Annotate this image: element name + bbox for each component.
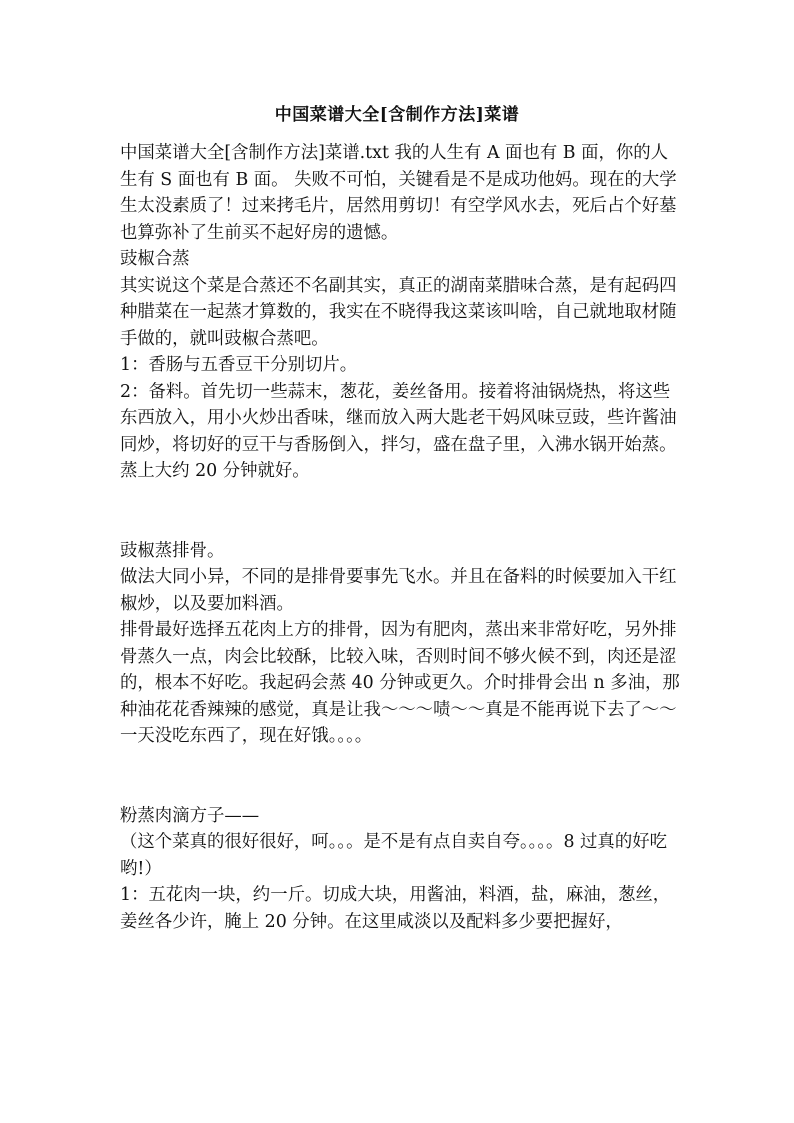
recipe-heading-chijiao-hezheng: 豉椒合蒸 <box>120 249 190 269</box>
intro-paragraph: 中国菜谱大全[含制作方法]菜谱.txt 我的人生有 A 面也有 B 面，你的人生有 S 面也有 B 面。 失败不可怕，关键看是不是成功他妈。现在的大学生太没素质了！过来拷毛片，居然用剪切！有空学风水去，死后占个好墓也算弥补了生前买不起好房的遗憾。 <box>120 143 677 243</box>
body-paragraph: 其实说这个菜是合蒸还不名副其实，真正的湖南菜腊味合蒸，是有起码四种腊菜在一起蒸才算数的，我实在不晓得我这菜该叫啥，自己就地取材随手做的，就叫豉椒合蒸吧。 <box>120 275 677 349</box>
step-paragraph: 1：五花肉一块，约一斤。切成大块，用酱油，料酒，盐，麻油，葱丝，姜丝各少许，腌上 20 分钟。在这里咸淡以及配料多少要把握好， <box>120 885 671 932</box>
document-body <box>120 140 680 935</box>
recipe-heading-fenzhengrou: 粉蒸肉滴方子—— <box>120 805 260 826</box>
recipe-heading-chijiao-paigu: 豉椒蒸排骨。 <box>120 540 225 561</box>
document-title: 中国菜谱大全[含制作方法]菜谱 <box>274 105 520 125</box>
blank-gap <box>120 485 680 538</box>
step-paragraph: 1：香肠与五香豆干分别切片。 <box>120 355 358 375</box>
body-paragraph: （这个菜真的很好很好，呵。。。是不是有点自卖自夸。。。。8 过真的好吃哟!） <box>120 832 667 879</box>
body-paragraph: 排骨最好选择五花肉上方的排骨，因为有肥肉，蒸出来非常好吃，另外排骨蒸久一点，肉会比较酥，比较入味，否则时间不够火候不到，肉还是涩的，根本不好吃。我起码会蒸 40 分钟或更久。介时排骨会出 n 多油，那种油花花香辣辣的感觉，真是让我～～～啧～～真是不能再说下去了～～一天没吃东西了，现在好饿。。。。 <box>120 620 680 746</box>
body-paragraph: 做法大同小异，不同的是排骨要事先飞水。并且在备料的时候要加入干红椒炒，以及要加料酒。 <box>120 567 677 614</box>
step-paragraph: 2：备料。首先切一些蒜末，葱花，姜丝备用。接着将油锅烧热，将这些东西放入，用小火炒出香味，继而放入两大匙老干妈风味豆豉，些许酱油同炒，将切好的豆干与香肠倒入，拌匀，盛在盘子里，入沸水锅开始蒸。蒸上大约 20 分钟就好。 <box>120 381 677 481</box>
blank-gap <box>120 750 680 803</box>
